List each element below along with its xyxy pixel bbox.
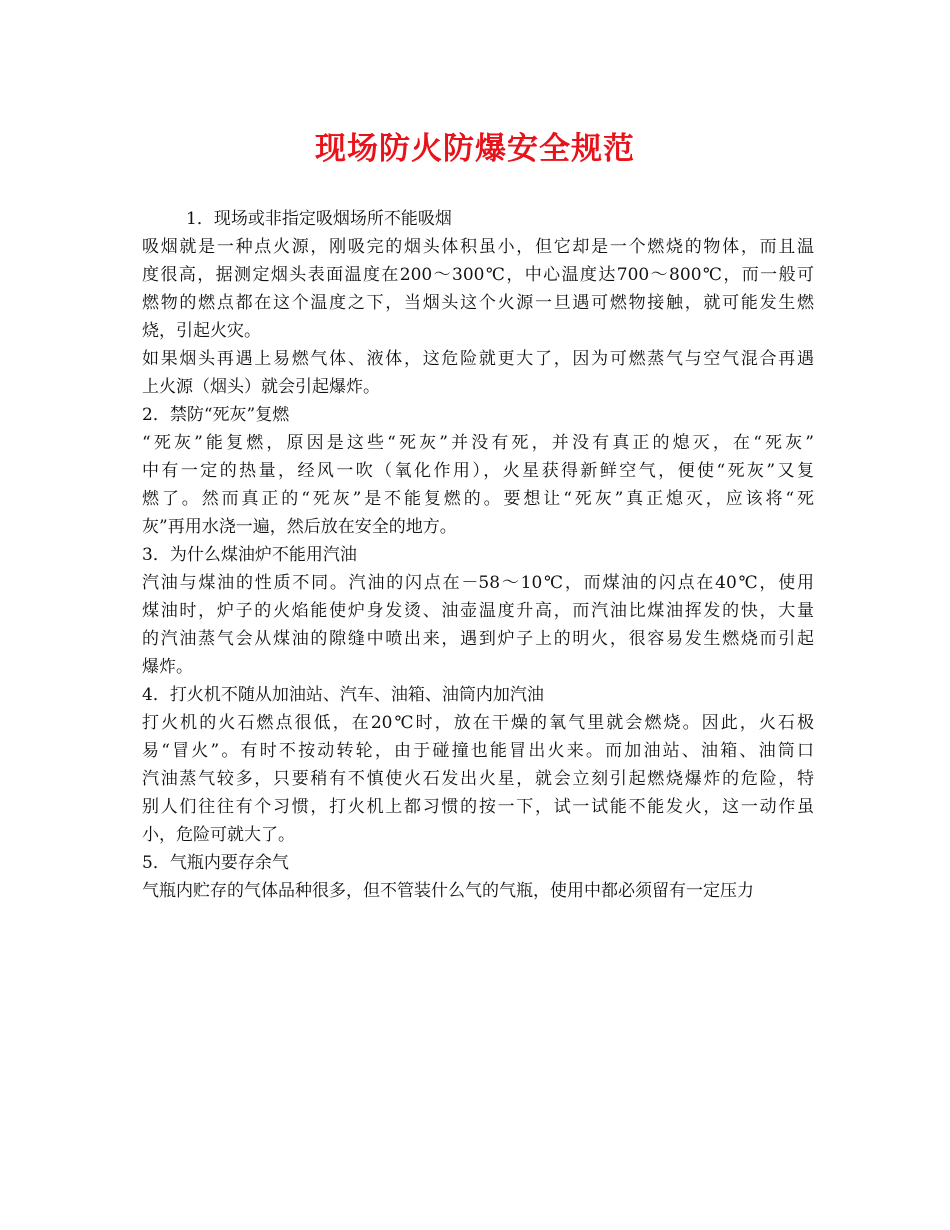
paragraph [142,345,814,401]
text-line: “死灰”能复燃，原因是这些“死灰”并没有死，并没有真正的熄灭，在“死灰” [142,433,814,453]
text-line: 小，危险可就大了。 [142,825,295,845]
section-heading [142,401,814,429]
text-line: 中有一定的热量，经风一吹（氧化作用），火星获得新鲜空气，便使“死灰”又复 [142,461,814,481]
text-line: 如果烟头再遇上易燃气体、液体，这危险就更大了，因为可燃蒸气与空气混合再遇 [142,349,814,369]
text-line: 4．打火机不随从加油站、汽车、油箱、油筒内加汽油 [142,685,544,705]
text-line: 燃物的燃点都在这个温度之下，当烟头这个火源一旦遇可燃物接触，就可能发生燃 [142,293,814,313]
text-line: 烧，引起火灾。 [142,321,261,341]
text-line: 汽油与煤油的性质不同。汽油的闪点在－58～10℃，而煤油的闪点在40℃，使用 [142,573,814,593]
text-line: 易“冒火”。有时不按动转轮，由于碰撞也能冒出火来。而加油站、油箱、油筒口 [142,741,814,761]
section-heading [142,205,814,233]
text-line: 2．禁防“死灰”复燃 [142,405,290,425]
text-line: 的汽油蒸气会从煤油的隙缝中喷出来，遇到炉子上的明火，很容易发生燃烧而引起 [142,629,814,649]
text-line: 吸烟就是一种点火源，刚吸完的烟头体积虽小，但它却是一个燃烧的物体，而且温 [142,237,814,257]
paragraph [142,233,814,345]
text-line: 煤油时，炉子的火焰能使炉身发烫、油壶温度升高，而汽油比煤油挥发的快，大量 [142,601,814,621]
section-heading [142,849,814,877]
text-line: 灰”再用水浇一遍，然后放在安全的地方。 [142,517,457,537]
text-line: 度很高，据测定烟头表面温度在200～300℃，中心温度达700～800℃，而一般可 [142,265,814,285]
text-line: 1．现场或非指定吸烟场所不能吸烟 [186,209,452,229]
text-line: 别人们往往有个习惯，打火机上都习惯的按一下，试一试能不能发火，这一动作虽 [142,797,814,817]
document-title: 现场防火防爆安全规范 [315,131,635,167]
paragraph [142,429,814,541]
text-line: 气瓶内贮存的气体品种很多，但不管装什么气的气瓶，使用中都必须留有一定压力 [142,881,754,901]
section-heading [142,681,814,709]
text-line: 汽油蒸气较多，只要稍有不慎使火石发出火星，就会立刻引起燃烧爆炸的危险，特 [142,769,814,789]
text-line: 爆炸。 [142,657,193,677]
text-line: 燃了。然而真正的“死灰”是不能复燃的。要想让“死灰”真正熄灭，应该将“死 [142,489,814,509]
text-line: 打火机的火石燃点很低，在20℃时，放在干燥的氧气里就会燃烧。因此，火石极 [142,713,814,733]
section-heading [142,541,814,569]
text-line: 3．为什么煤油炉不能用汽油 [142,545,357,565]
document-body [142,205,814,905]
paragraph [142,569,814,681]
text-line: 5．气瓶内要存余气 [142,853,289,873]
paragraph [142,877,814,905]
text-line: 上火源（烟头）就会引起爆炸。 [142,377,380,397]
paragraph [142,709,814,849]
